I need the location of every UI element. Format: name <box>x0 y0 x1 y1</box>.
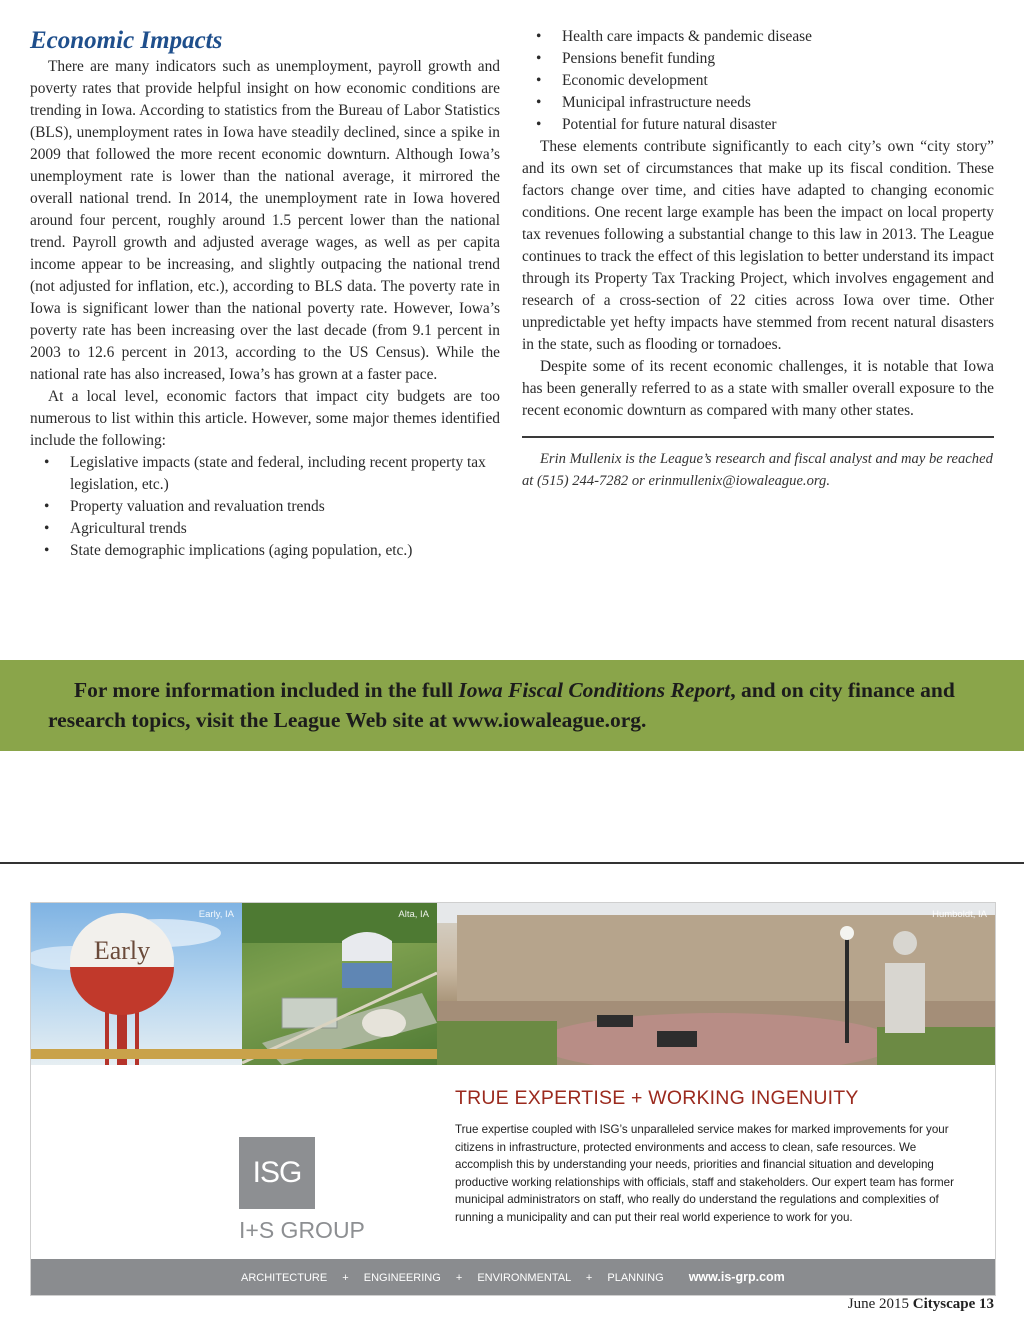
isg-advertisement <box>30 902 996 1296</box>
service-engineering: ENGINEERING <box>363 1272 441 1284</box>
list-item: • Agricultural trends <box>70 518 500 540</box>
tower-text: Early <box>93 936 151 965</box>
divider <box>522 436 994 438</box>
paragraph-conclusion: Despite some of its recent economic challenges, it is notable that Iowa has been generally referred to as a state with smaller overall exposure to the recent economic downturn as compared with many other states. <box>522 358 994 419</box>
report-title: Iowa Fiscal Conditions Report <box>458 678 731 702</box>
photo-label: Humboldt, IA <box>932 909 987 920</box>
list-item: • Pensions benefit funding <box>562 48 994 70</box>
service-planning: PLANNING <box>607 1272 664 1284</box>
list-item: • Legislative impacts (state and federal, including recent property tax legislation, etc.) <box>70 452 500 496</box>
themes-list-right <box>522 26 994 136</box>
service-environmental: ENVIRONMENTAL <box>477 1272 571 1284</box>
magazine-name: Cityscape <box>912 1296 976 1312</box>
banner-text <box>48 675 988 735</box>
info-banner <box>0 660 1024 751</box>
paragraph-local-factors: At a local level, economic factors that impact city budgets are too numerous to list within this article. However, some major themes identified include the following: <box>30 388 500 449</box>
photo-humboldt-plaza <box>437 903 995 1065</box>
photo-alta-treatment-plant <box>242 903 437 1065</box>
list-item: • Economic development <box>562 70 994 92</box>
treatment-plant-illustration <box>242 903 437 1065</box>
banner-text-before: For more information included in the full <box>74 678 459 702</box>
list-item: • Health care impacts & pandemic disease <box>562 26 994 48</box>
company-name: I+S GROUP <box>239 1217 365 1243</box>
themes-list-left <box>30 452 500 562</box>
banner-text-after: , and on city finance and research topics, visit the League Web site at www.iowaleague.org. <box>48 678 955 732</box>
list-item: • Property valuation and revaluation trends <box>70 496 500 518</box>
gold-accent-strip <box>31 1049 437 1059</box>
list-item: • Potential for future natural disaster <box>562 114 994 136</box>
paragraph-economic-indicators: There are many indicators such as unemployment, payroll growth and poverty rates that provide helpful insight on how economic conditions are trending in Iowa. According to statistics from the Bureau of Labor Statistics (BLS), unemployment rates in Iowa have steadily declined, since a spike in 2009 that followed the more recent economic downturn. Although Iowa’s unemployment rate is lower than the national average, it mirrored the overall national trend. In 2014, the unemployment rate in Iowa hovered around four percent, roughly around 1.5 percent lower than the national trend. Payroll growth and adjusted average wages, as well as per capita income appear to be increasing, and slightly outpacing the national trend (not adjusted for inflation, etc.), according to BLS data. The poverty rate in Iowa is significant lower than the national poverty rate. However, Iowa’s poverty rate has been increasing over the last decade (from 9.1 percent in 2003 to 12.6 percent in 2013, according to the US Census). While the national rate has also increased, Iowa’s has grown at a faster pace. <box>30 58 500 383</box>
article-left-column <box>30 26 500 562</box>
water-tower-illustration <box>31 903 242 1065</box>
ad-heading: TRUE EXPERTISE + WORKING INGENUITY <box>455 1087 859 1109</box>
separator: + <box>585 1272 593 1284</box>
ad-services-bar <box>31 1259 995 1295</box>
photo-label: Early, IA <box>198 909 234 920</box>
ad-body-text: True expertise coupled with ISG’s unparalleled service makes for marked improvements for your citizens in infrastructure, protected environments and access to clean, safe resources. We accomplish this by understanding your needs, priorities and financial situation and developing productive working relationships with officials, staff and stakeholders. Our expert team has former municipal administrators on staff, who really do understand the regulations and complexities of running a municipality and can put their real world experience to work for you. <box>455 1123 954 1224</box>
company-url[interactable]: www.is-grp.com <box>688 1270 785 1284</box>
list-item: • Municipal infrastructure needs <box>562 92 994 114</box>
paragraph-city-story: These elements contribute significantly to each city’s own “city story” and its own set of circumstances that make up its fiscal condition. These factors change over time, and cities have adapted to changing economic conditions. One recent large example has been the impact on local property tax revenues following a substantial change to this law in 2013. The League continues to track the effect of this legislation to better understand its impact through its Property Tax Tracking Project, which involves engagement and research of a cross-section of 22 cities across Iowa over time. Other unpredictable yet hefty impacts have stemmed from recent natural disasters in the state, such as flooding or tornadoes. <box>522 138 994 353</box>
isg-logo: ISG <box>239 1137 315 1209</box>
separator: + <box>455 1272 463 1284</box>
article-right-column <box>522 26 994 492</box>
author-byline: Erin Mullenix is the League’s research and fiscal analyst and may be reached at (515) 244-7282 or erinmullenix@iowaleague.org. <box>522 451 993 489</box>
plaza-illustration <box>437 903 995 1065</box>
photo-early-water-tower <box>31 903 242 1065</box>
page-number: 13 <box>979 1296 994 1312</box>
issue-date: June 2015 <box>847 1296 909 1312</box>
list-item: • State demographic implications (aging population, etc.) <box>70 540 500 562</box>
photo-label: Alta, IA <box>398 909 429 920</box>
page-footer <box>848 1296 994 1313</box>
section-title: Economic Impacts <box>30 27 223 54</box>
advertisement-divider <box>0 862 1024 864</box>
service-architecture: ARCHITECTURE <box>241 1272 328 1284</box>
separator: + <box>342 1272 349 1284</box>
